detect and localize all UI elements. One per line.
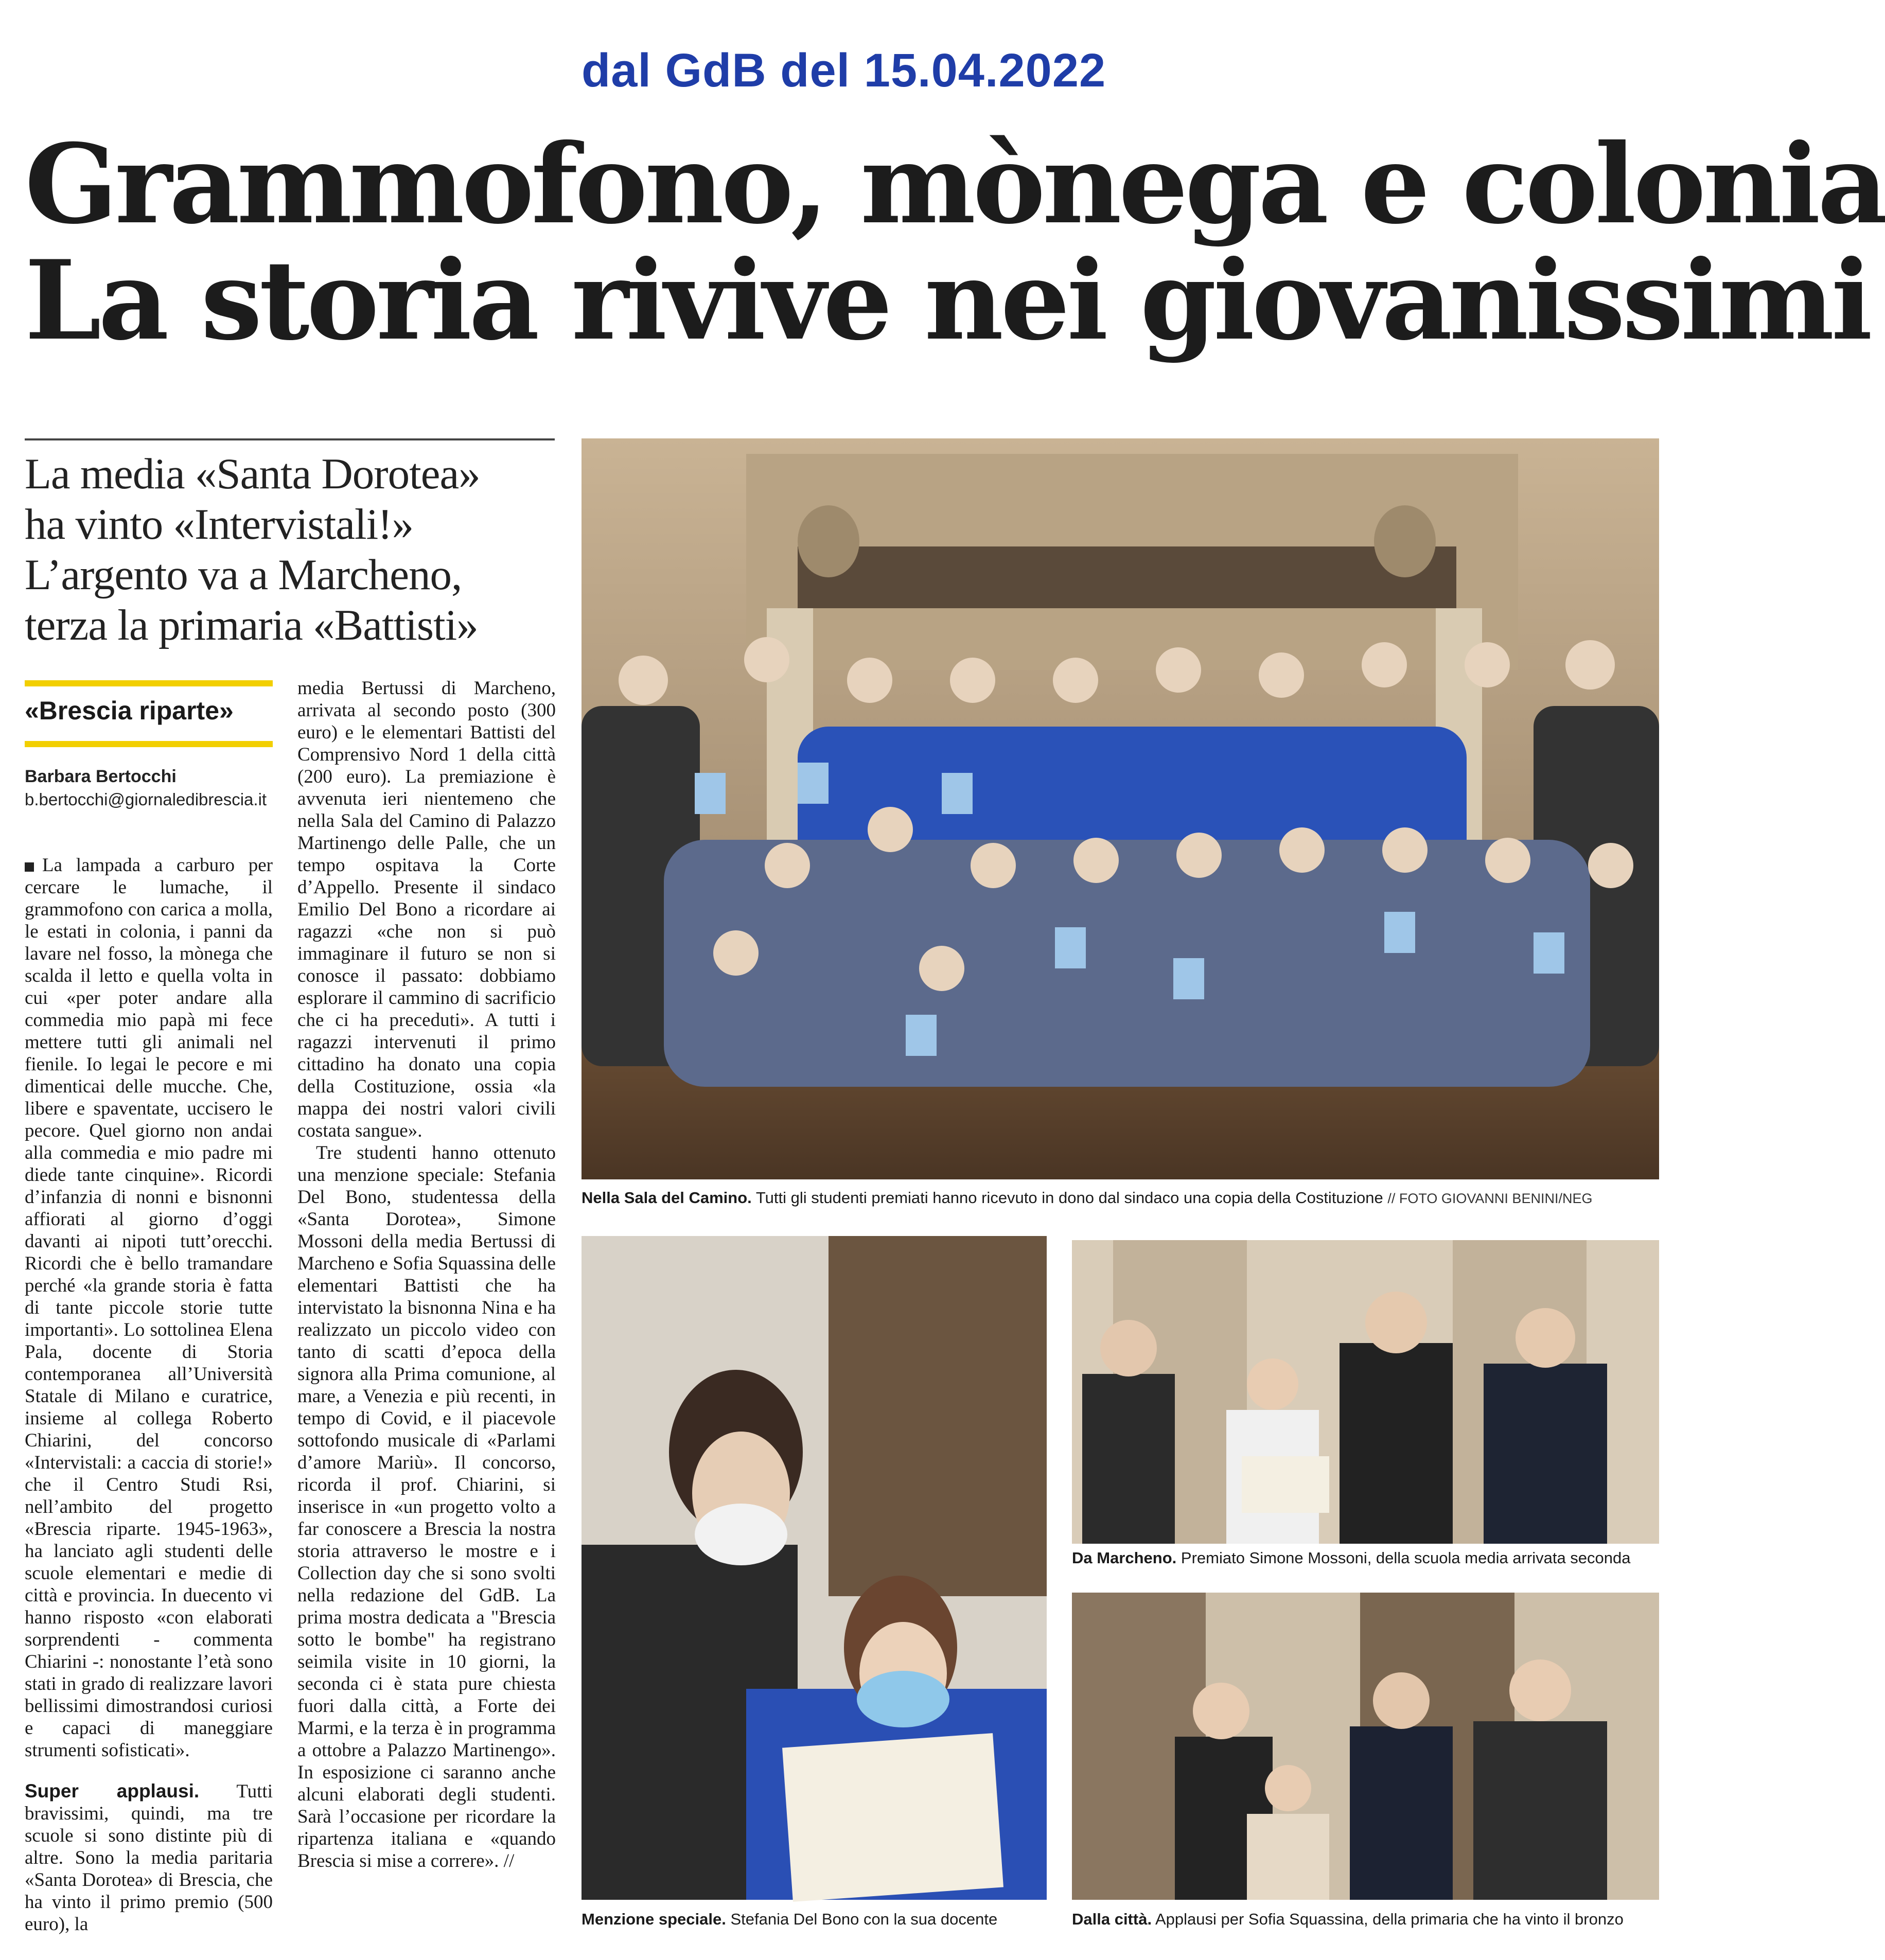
menzione-caption bbox=[582, 1910, 997, 1929]
caption-lead: Da Marcheno. bbox=[1072, 1549, 1177, 1567]
author-name: Barbara Bertocchi bbox=[25, 767, 177, 786]
photo-credit: // FOTO GIOVANNI BENINI/NEG bbox=[1387, 1191, 1593, 1206]
caption-lead: Nella Sala del Camino. bbox=[582, 1189, 752, 1207]
marcheno-photo-illustration bbox=[1072, 1240, 1659, 1544]
citta-photo-illustration bbox=[1072, 1593, 1659, 1900]
group-photo-illustration bbox=[582, 438, 1659, 1179]
menzione-photo bbox=[582, 1236, 1047, 1900]
headline bbox=[25, 120, 1885, 364]
article-paragraph: media Bertussi di Marcheno, arrivata al secondo posto (300 euro) e le elementari Battisti del Comprensivo Nord 1 della città (200 euro). La premiazione è avvenuta ieri nientemeno che nella Sala del Camino di Palazzo Martinengo delle Palle, che un tempo ospitava la Corte d’Appello. Presente il sindaco Emilio Del Bono a ricordare ai ragazzi «che non si può immaginare il futuro se non si conosce il passato: dobbiamo esplorare il cammino di sacrificio che ci ha preceduti». A tutti i ragazzi intervenuti il primo cittadino ha donato una copia della Costituzione, ossia «la mappa dei nostri valori civili costata sangue». bbox=[297, 678, 556, 1141]
article-column-2 bbox=[297, 677, 556, 1935]
kicker-bar-bottom bbox=[25, 741, 273, 747]
caption-text: Applausi per Sofia Squassina, della primaria che ha vinto il bronzo bbox=[1152, 1910, 1624, 1928]
caption-lead: Dalla città. bbox=[1072, 1910, 1152, 1928]
citta-caption bbox=[1072, 1910, 1624, 1929]
group-photo bbox=[582, 438, 1659, 1179]
headline-line-2: La storia rivive nei giovanissimi bbox=[25, 236, 1870, 364]
publication-date-line: dal GdB del 15.04.2022 bbox=[582, 44, 1106, 97]
paragraph-lead: Super applausi. bbox=[25, 1780, 200, 1802]
subhead-line-2: ha vinto «Intervistali!» bbox=[25, 500, 413, 549]
paragraph-bullet-icon bbox=[25, 862, 34, 872]
kicker-bar-top bbox=[25, 680, 273, 686]
caption-text: Tutti gli studenti premiati hanno ricevuto in dono dal sindaco una copia della Costituzione bbox=[751, 1189, 1388, 1207]
subhead-line-4: terza la primaria «Battisti» bbox=[25, 601, 478, 649]
subhead-line-3: L’argento va a Marcheno, bbox=[25, 551, 462, 599]
article-paragraph: La lampada a carburo per cercare le lumache, il grammofono con carica a molla, le estati in colonia, i panni da lavare nel fosso, la mònega che scalda il letto e quella volta in cui «per poter andare alla commedia mio papà mi fece mettere tutti gli animali nel fienile. Io legai le pecore e mi dimenticai delle mucche. Che, libere e spaventate, uccisero le pecore. Quel giorno non andai alla commedia e mio padre mi diede tante cinquine». Ricordi d’infanzia di nonni e bisnonni affiorati al giorno d’oggi davanti ai nipoti tutt’orecchi. Ricordi che è bello tramandare perché «la grande storia è fatta di tante piccole storie tutte importanti». Lo sottolinea Elena Pala, docente di Storia contemporanea all’Università Statale di Milano e curatrice, insieme al collega Roberto Chiarini, del concorso «Intervistali: a caccia di storie!» che il Centro Studi Rsi, nell’ambito del progetto «Brescia riparte. 1945-1963», ha lanciato agli studenti delle scuole elementari e medie di città e provincia. In duecento vi hanno risposto «con elaborati sorprendenti - commenta Chiarini -: nonostante l’età sono stati in grado di realizzare lavori bellissimi dimostrandosi curiosi e capaci di maneggiare strumenti sofisticati». bbox=[25, 855, 273, 1761]
headline-line-1: Grammofono, mònega e colonia bbox=[25, 120, 1885, 248]
author-email[interactable]: b.bertocchi@giornaledibrescia.it bbox=[25, 790, 267, 809]
main-photo-caption bbox=[582, 1189, 1592, 1207]
article-paragraph: Tre studenti hanno ottenuto una menzione speciale: Stefania Del Bono, studentessa della «Santa Dorotea», Simone Mossoni della media Bertussi di Marcheno e Sofia Squassina delle elementari Battisti che ha intervistato la bisnonna Nina e ha realizzato un piccolo video con tanto di scatti d’epoca della signora alla Prima comunione, al mare, a Venezia e più recenti, in tempo di Covid, e il piacevole sottofondo musicale di «Parlami d’amore Mariù». Il concorso, ricorda il prof. Chiarini, si inserisce in «un progetto volto a far conoscere a Brescia la nostra storia attraverso le mostre e i Collection day che si sono svolti nella redazione del GdB. La prima mostra dedicata a "Brescia sotto le bombe" ha registrano seimila visite in 10 giorni, la seconda ci è stata pure chiesta fuori dalla città, a Forte dei Marmi, e la terza è in programma a ottobre a Palazzo Martinengo». In esposizione ci saranno anche alcuni elaborati degli studenti. Sarà l’occasione per ricordare la ripartenza italiana e «quando Brescia si mise a correre». // bbox=[297, 1142, 556, 1871]
marcheno-photo bbox=[1072, 1240, 1659, 1544]
article-paragraph: Tutti bravissimi, quindi, ma tre scuole si sono distinte più di altre. Sono la media paritaria «Santa Dorotea» di Brescia, che ha vinto il primo premio (500 euro), la bbox=[25, 1781, 273, 1935]
citta-photo bbox=[1072, 1593, 1659, 1900]
caption-text: Premiato Simone Mossoni, della scuola media arrivata seconda bbox=[1176, 1549, 1631, 1567]
article-column-1 bbox=[25, 854, 273, 1935]
menzione-photo-illustration bbox=[582, 1236, 1047, 1900]
section-kicker: «Brescia riparte» bbox=[25, 696, 234, 725]
caption-lead: Menzione speciale. bbox=[582, 1910, 726, 1928]
marcheno-caption bbox=[1072, 1549, 1631, 1567]
column-rule bbox=[25, 438, 555, 440]
subhead-line-1: La media «Santa Dorotea» bbox=[25, 450, 480, 498]
subheadline bbox=[25, 449, 560, 650]
caption-text: Stefania Del Bono con la sua docente bbox=[726, 1910, 998, 1928]
